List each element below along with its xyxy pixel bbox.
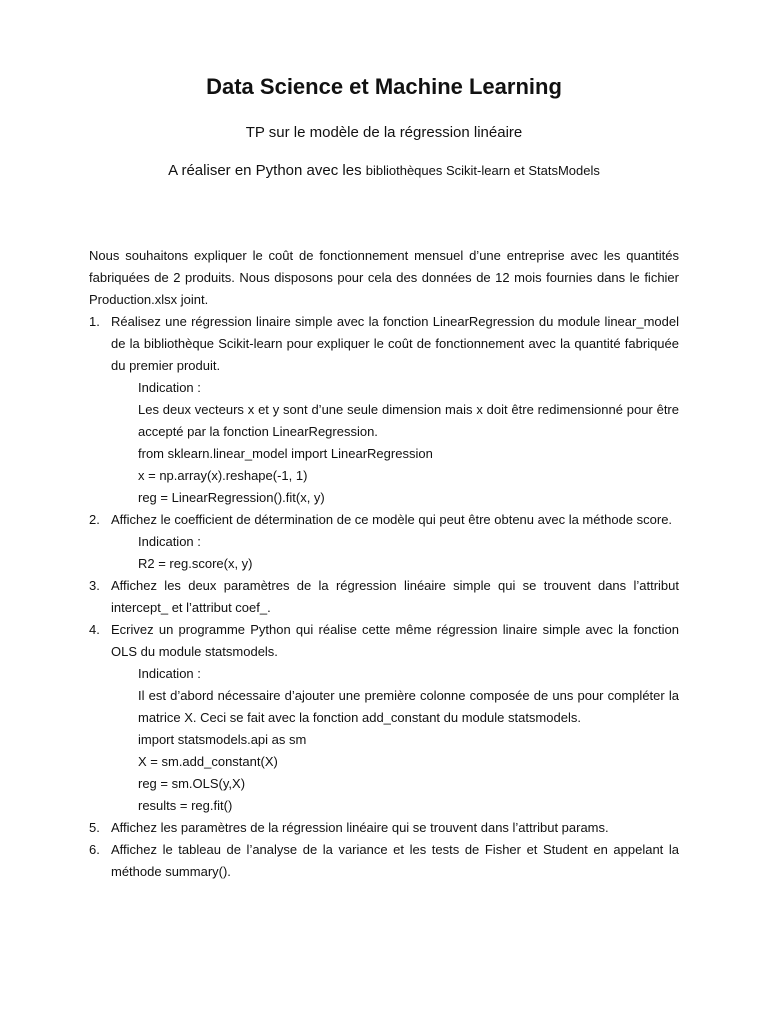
task-text: Affichez le tableau de l’analyse de la variance et les tests de Fisher et Student en appelant la méthode summary(). xyxy=(111,842,679,879)
task-indication-line: Il est d’abord nécessaire d’ajouter une première colonne composée de uns pour compléter la matrice X. Ceci se fait avec la fonction add_constant du module statsmodels. xyxy=(138,688,679,725)
page-title: Data Science et Machine Learning xyxy=(206,74,562,99)
task-number: 6. xyxy=(89,842,100,857)
task-indication-line: X = sm.add_constant(X) xyxy=(138,754,278,769)
page-subtitle: TP sur le modèle de la régression linéaire xyxy=(245,124,523,141)
subtitle-2-small: bibliothèques Scikit-learn et StatsModels xyxy=(365,163,600,178)
task-item xyxy=(89,575,679,619)
task-item xyxy=(89,839,679,883)
intro-paragraph: Nous souhaitons expliquer le coût de fonctionnement mensuel d’une entreprise avec les quantités fabriquées de 2 produits. Nous disposons pour cela des données de 12 mois fournies dans le fichier Production.xlsx joint. xyxy=(89,248,679,307)
task-number: 4. xyxy=(89,622,100,637)
task-item xyxy=(89,509,679,575)
task-text: Affichez les deux paramètres de la régression linéaire simple qui se trouvent dans l’attribut intercept_ et l’attribut coef_. xyxy=(111,578,679,615)
task-indication-line: from sklearn.linear_model import LinearRegression xyxy=(138,446,433,461)
task-indication-line: Les deux vecteurs x et y sont d’une seule dimension mais x doit être redimensionné pour être accepté par la fonction LinearRegression. xyxy=(138,402,679,439)
task-indication-line: import statsmodels.api as sm xyxy=(138,732,307,747)
task-text: Réalisez une régression linaire simple avec la fonction LinearRegression du module linear_model de la bibliothèque Scikit-learn pour expliquer le coût de fonctionnement avec la quantité fabriquée du premier produit. xyxy=(111,314,679,373)
task-indication-line: x = np.array(x).reshape(-1, 1) xyxy=(138,468,308,483)
task-indication-line: reg = sm.OLS(y,X) xyxy=(138,776,246,791)
task-text: Ecrivez un programme Python qui réalise cette même régression linaire simple avec la fonction OLS du module statsmodels. xyxy=(111,622,679,659)
task-indication-line: reg = LinearRegression().fit(x, y) xyxy=(138,490,325,505)
task-indication-line: Indication : xyxy=(138,380,201,395)
task-number: 5. xyxy=(89,820,100,835)
task-item xyxy=(89,311,679,509)
subtitle-2-main: A réaliser en Python avec les xyxy=(168,162,362,179)
task-number: 2. xyxy=(89,512,100,527)
task-indication-line: Indication : xyxy=(138,534,201,549)
task-item xyxy=(89,817,679,839)
task-item xyxy=(89,619,679,817)
task-indication-line: R2 = reg.score(x, y) xyxy=(138,556,253,571)
task-indication-line: results = reg.fit() xyxy=(138,798,233,813)
task-list xyxy=(89,311,679,883)
task-number: 1. xyxy=(89,314,100,329)
task-indication-line: Indication : xyxy=(138,666,201,681)
page-subtitle-2 xyxy=(0,162,768,179)
task-number: 3. xyxy=(89,578,100,593)
task-text: Affichez les paramètres de la régression linéaire qui se trouvent dans l’attribut params. xyxy=(111,820,609,835)
task-text: Affichez le coefficient de détermination de ce modèle qui peut être obtenu avec la méthode score. xyxy=(111,512,673,527)
